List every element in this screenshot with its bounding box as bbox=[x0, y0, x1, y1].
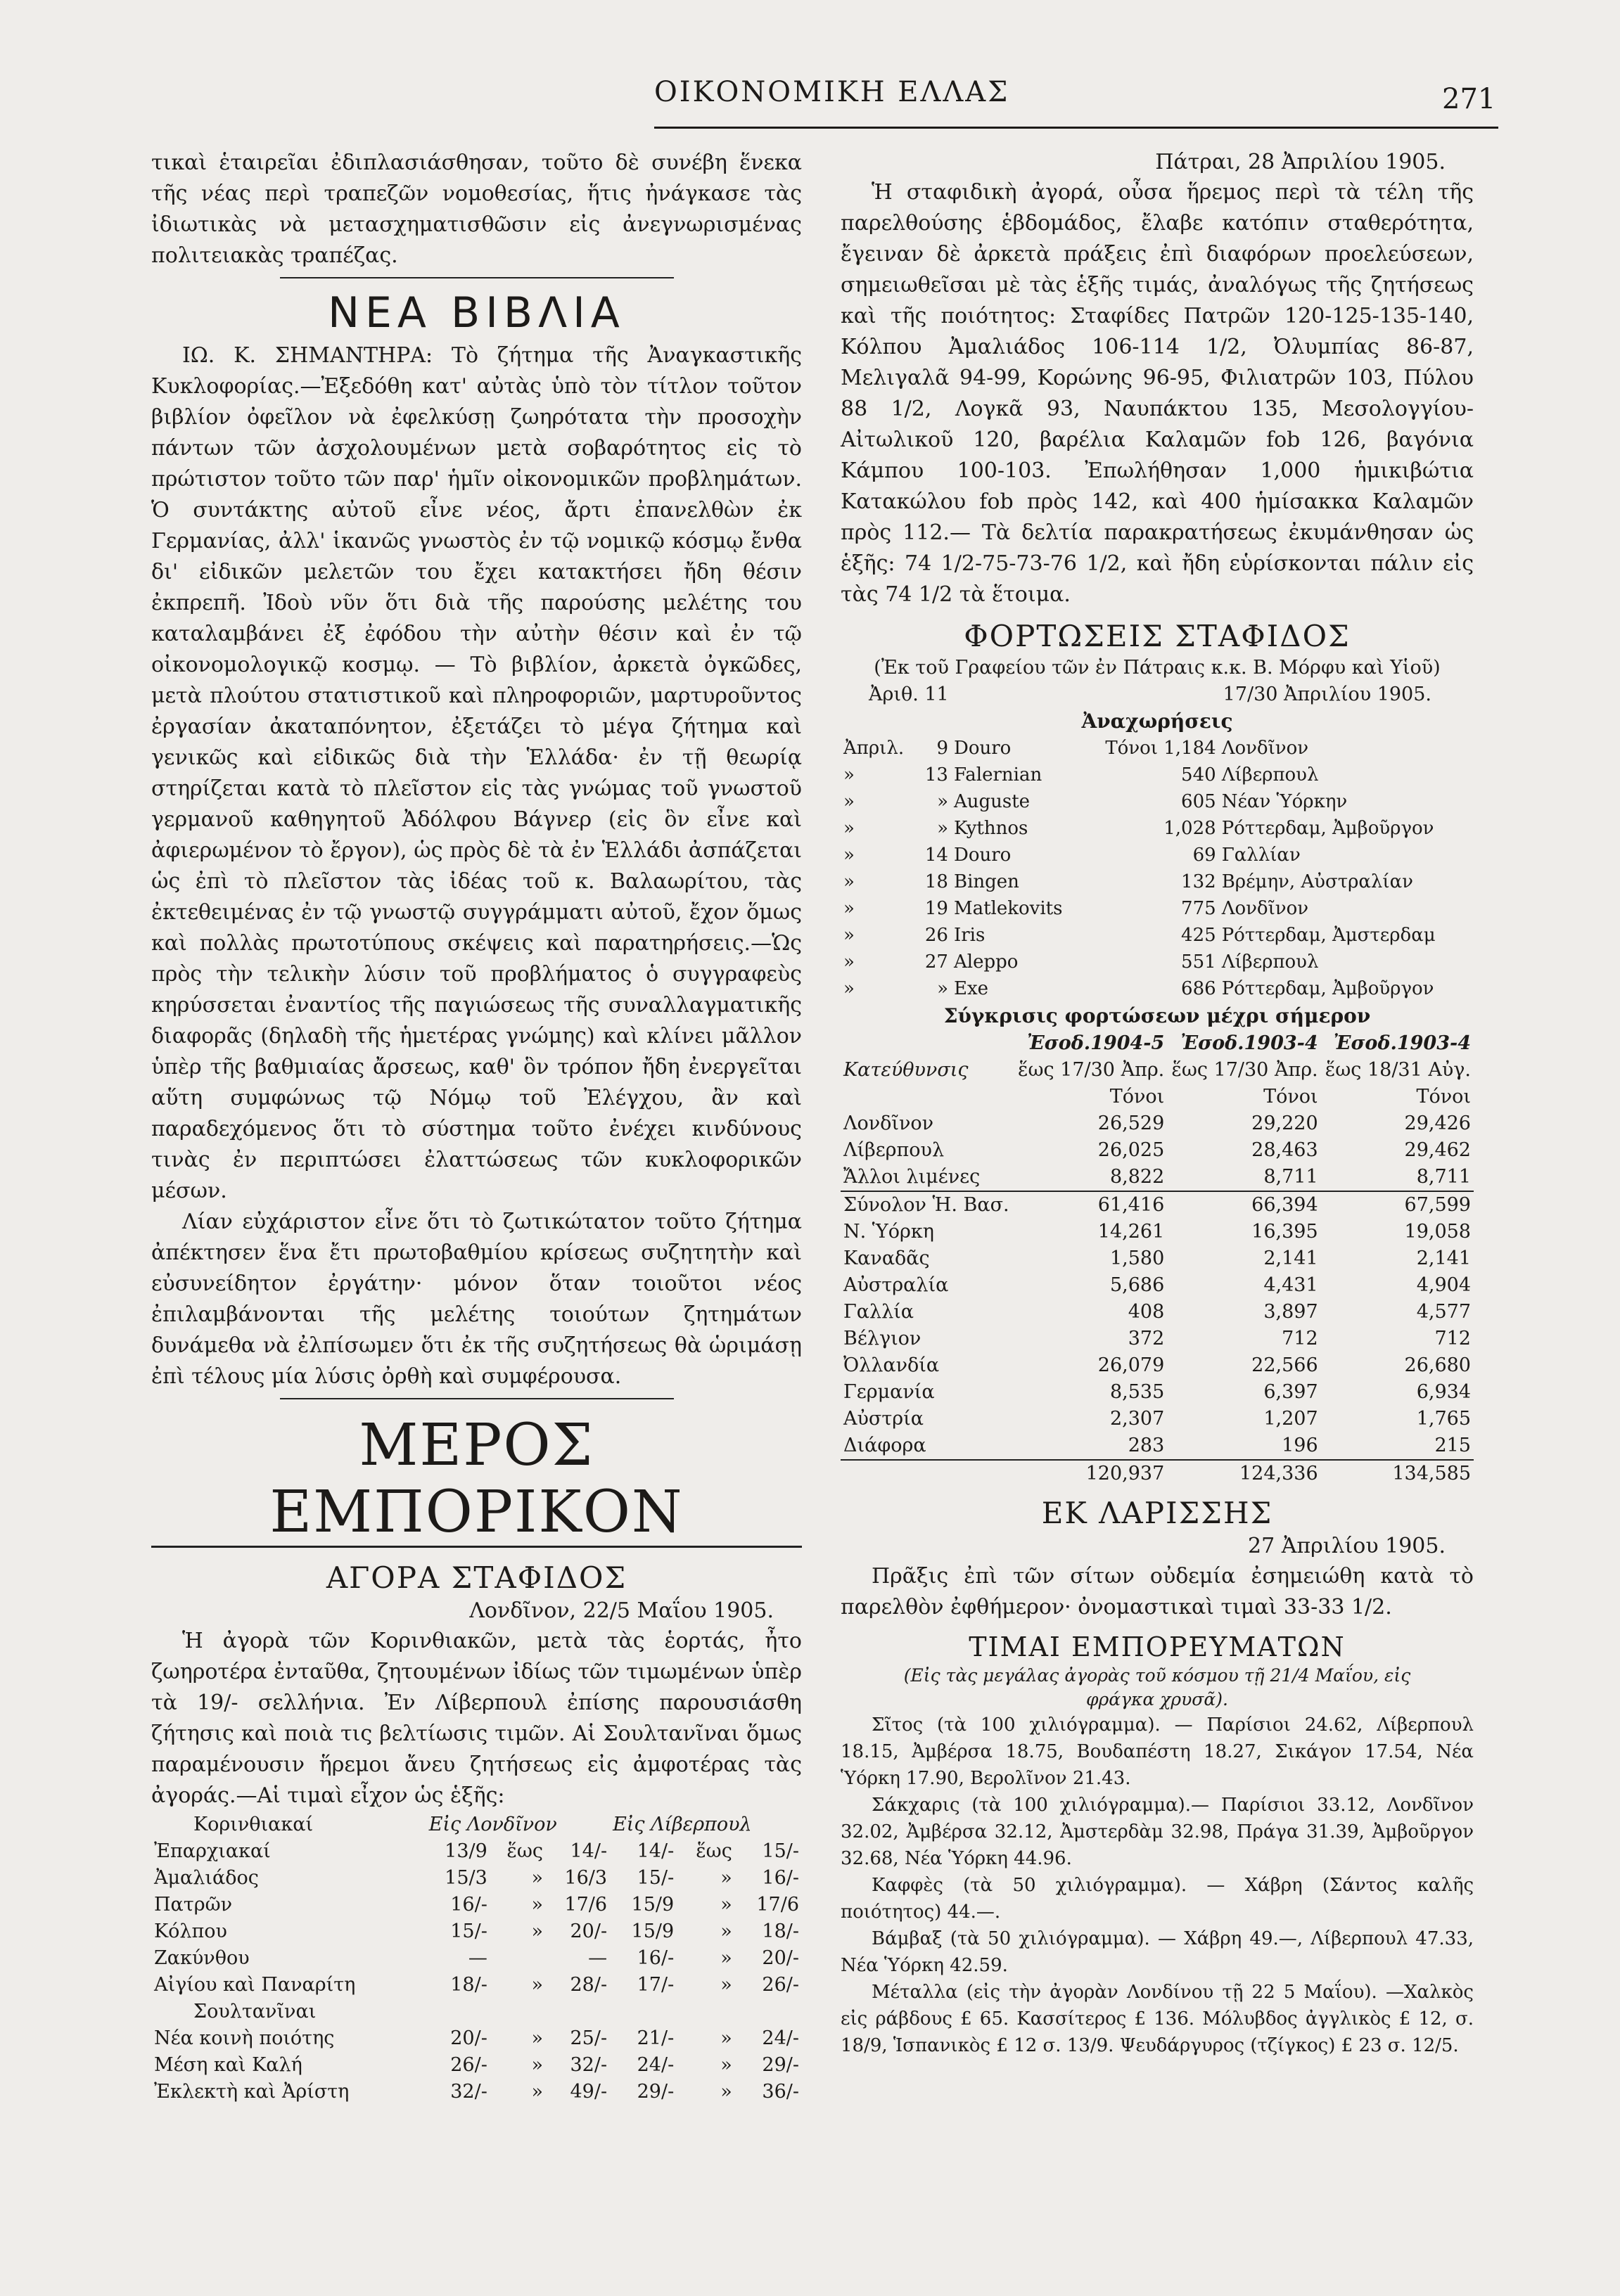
ship-destination: Λίβερπουλ bbox=[1221, 951, 1319, 973]
price-cell: 15/9 bbox=[631, 1920, 675, 1942]
market-paragraph: Ἡ ἀγορὰ τῶν Κορινθιακῶν, μετὰ τὰς ἑορτάς, ἦτο ζωηροτέρα ἐνταῦθα, ζητουμένων ἰδίως τῶν τιμωμένων ὑπὲρ τὰ 19/- σελλήνια. Ἐν Λίβερπουλ ἐπίσης παρουσιάσθη ζήτησις καὶ ποιὰ τις βελτίωσις τιμῶν. Αἱ Σουλτανῖναι ὅμως παραμένουσιν ἥρεμοι ἄνευ ζητήσεως εἰς ἀμφοτέρας τὰς ἀγοράς.—Αἱ τιμαὶ εἶχον ὡς ἑξῆς: bbox=[151, 1629, 802, 1808]
book-review-paragraph-2: Λίαν εὐχάριστον εἶνε ὅτι τὸ ζωτικώτατον τοῦτο ζήτημα ἀπέκτησεν ἕνα ἔτι πρωτοβαθμίου κρίσεως συζητητὴν καὶ εὐσυνείδητον ἐργάτην· μόνον ὅταν τοιοῦτοι νέος ἐπιλαμβάνονται τῆς μελέτης τοιούτων ζητημάτων δυνάμεθα νὰ ἐλπίσωμεν ὅτι ἐκ τῆς συζητήσεως θὰ ὡριμάσῃ ἐπὶ τέλους μία λύσις ὀρθὴ καὶ συμφέρουσα. bbox=[151, 1210, 802, 1389]
ship-destination: Γαλλίαν bbox=[1221, 845, 1301, 866]
tons-value: 712 bbox=[1282, 1328, 1318, 1349]
price-cell: 16/3 bbox=[564, 1867, 608, 1889]
price-cell: 32/- bbox=[450, 2081, 487, 2103]
ship-name: Falernian bbox=[953, 764, 1042, 785]
table-row bbox=[841, 1406, 1474, 1432]
larissa-title: ΕΚ ΛΑΡΙΣΣΗΣ bbox=[1041, 1496, 1273, 1530]
destination-label: Λονδῖνον bbox=[843, 1112, 934, 1134]
tons-value: 26,529 bbox=[1097, 1112, 1165, 1134]
ship-month: Ἀπριλ. bbox=[843, 738, 905, 759]
patras-dateline: Πάτραι, 28 Ἀπριλίου 1905. bbox=[1155, 150, 1446, 174]
price-cell: » bbox=[720, 1894, 732, 1916]
ship-tons: 1,028 bbox=[1163, 818, 1216, 839]
tons-value: 19,058 bbox=[1404, 1221, 1471, 1243]
books-title: ΝΕΑ ΒΙΒΛΙΑ bbox=[328, 288, 625, 338]
destination-label: Λίβερπουλ bbox=[843, 1139, 945, 1161]
ship-destination: Ρόττερδαμ, Ἀμβοῦργον bbox=[1221, 818, 1434, 839]
price-cell: 26/- bbox=[762, 1974, 799, 1996]
destination-label: Γαλλία bbox=[843, 1301, 914, 1323]
table-row bbox=[841, 815, 1474, 842]
ship-day: 27 bbox=[924, 951, 948, 973]
price-cell: 14/- bbox=[637, 1840, 675, 1862]
section-divider bbox=[280, 1398, 674, 1399]
tons-value: 408 bbox=[1128, 1301, 1165, 1323]
ship-destination: Ρόττερδαμ, Ἀμβοῦργον bbox=[1221, 978, 1434, 999]
table-row bbox=[151, 2025, 802, 2052]
tons-value: 2,307 bbox=[1109, 1408, 1165, 1430]
table-row bbox=[841, 868, 1474, 895]
ship-day: 19 bbox=[924, 898, 948, 919]
tons-value: 1,765 bbox=[1416, 1408, 1471, 1430]
table-row bbox=[841, 1379, 1474, 1406]
tons-value: 8,711 bbox=[1263, 1166, 1318, 1188]
tons-value: 372 bbox=[1128, 1328, 1165, 1349]
comparison-head: Σύγκρισις φορτώσεων μέχρι σήμερον bbox=[943, 1004, 1371, 1027]
price-cell: 15/9 bbox=[631, 1894, 675, 1916]
price-cell: » bbox=[531, 1894, 543, 1916]
ship-day: 13 bbox=[924, 764, 948, 785]
ship-destination: Λίβερπουλ bbox=[1221, 764, 1319, 785]
row-label: Κόλπου bbox=[154, 1920, 227, 1942]
price-cell: 20/- bbox=[450, 2027, 487, 2049]
goods-subtitle: (Εἰς τὰς μεγάλας ἀγορὰς τοῦ κόσμου τῇ 21/4 Μαΐου, εἰς φράγκα χρυσᾶ). bbox=[903, 1665, 1411, 1710]
ship-destination: Νέαν Ὑόρκην bbox=[1221, 791, 1348, 812]
ship-name: Iris bbox=[953, 925, 986, 946]
tons-value: 29,462 bbox=[1404, 1139, 1471, 1161]
price-cell: 18/- bbox=[450, 1974, 487, 1996]
destination-label: Βέλγιον bbox=[843, 1328, 921, 1349]
row-label: Ἐπαρχιακαί bbox=[154, 1840, 271, 1862]
destination-label: Καναδᾶς bbox=[843, 1248, 930, 1269]
running-title: ΟΙΚΟΝΟΜΙΚΗ ΕΛΛΑΣ bbox=[654, 76, 1010, 108]
tons-value: 4,431 bbox=[1263, 1274, 1318, 1296]
price-cell: 32/- bbox=[570, 2054, 608, 2076]
ship-name: Douro bbox=[953, 845, 1012, 866]
table-row bbox=[841, 1245, 1474, 1272]
ship-tons: 605 bbox=[1181, 791, 1216, 812]
table-row bbox=[841, 788, 1474, 815]
sultanas-head: Σουλτανῖναι bbox=[193, 2001, 317, 2022]
ship-month: » bbox=[843, 845, 855, 866]
ship-name: Auguste bbox=[953, 791, 1031, 812]
total-value: 134,585 bbox=[1321, 1460, 1474, 1487]
tons-value: 2,141 bbox=[1416, 1248, 1471, 1269]
ship-month: » bbox=[843, 791, 855, 812]
subtotal-label: Σύνολον Ἡ. Βασ. bbox=[841, 1191, 1014, 1219]
table-row bbox=[151, 1838, 802, 1865]
comparison-table bbox=[841, 1030, 1474, 1487]
tons-value: 14,261 bbox=[1097, 1221, 1165, 1243]
ship-day: » bbox=[937, 791, 948, 812]
table-row bbox=[841, 1137, 1474, 1164]
ship-day: 18 bbox=[924, 871, 948, 892]
price-cell: » bbox=[531, 2081, 543, 2103]
price-cell: » bbox=[720, 2027, 732, 2049]
row-label: Ἀμαλιάδος bbox=[154, 1867, 259, 1889]
ship-day: » bbox=[937, 978, 948, 999]
table-row bbox=[841, 1272, 1474, 1299]
tons-value: 6,397 bbox=[1263, 1381, 1318, 1403]
destination-label: Ν. Ὑόρκη bbox=[843, 1221, 934, 1243]
tons-value: 4,577 bbox=[1416, 1301, 1471, 1323]
goods-title: ΤΙΜΑΙ ΕΜΠΟΡΕΥΜΑΤΩΝ bbox=[969, 1631, 1346, 1662]
price-cell: 15/- bbox=[637, 1867, 675, 1889]
destination-label: Διάφορα bbox=[843, 1435, 926, 1456]
tons-value: 26,025 bbox=[1097, 1139, 1165, 1161]
price-cell: » bbox=[720, 1947, 732, 1969]
ship-tons: 425 bbox=[1181, 925, 1216, 946]
price-cell: 17/6 bbox=[564, 1894, 608, 1916]
tons-value: 196 bbox=[1282, 1435, 1318, 1456]
ship-destination: Λονδῖνον bbox=[1221, 738, 1309, 759]
ship-day: 14 bbox=[924, 845, 948, 866]
prices-head-liverpool: Εἰς Λίβερπουλ bbox=[613, 1814, 752, 1835]
tons-value: 1,580 bbox=[1109, 1248, 1165, 1269]
ship-name: Exe bbox=[953, 978, 989, 999]
price-cell: 29/- bbox=[762, 2054, 799, 2076]
table-row bbox=[151, 1865, 802, 1892]
tons-value: 4,904 bbox=[1416, 1274, 1471, 1296]
price-cell: 28/- bbox=[570, 1974, 608, 1996]
price-cell: ἕως bbox=[506, 1840, 543, 1862]
price-cell: » bbox=[720, 2054, 732, 2076]
intro-paragraph: τικαὶ ἑταιρεῖαι ἐδιπλασιάσθησαν, τοῦτο δὲ συνέβη ἕνεκα τῆς νέας περὶ τραπεζῶν νομοθεσίας, ἥτις ἠνάγκασε τὰς ἰδιωτικὰς νὰ μετασχηματισθῶσιν εἰς ἀνεγνωρισμένας πολιτειακὰς τραπέζας. bbox=[151, 150, 802, 268]
ship-destination: Ρόττερδαμ, Ἀμστερδαμ bbox=[1221, 925, 1436, 946]
subtotal-value: 61,416 bbox=[1014, 1191, 1167, 1219]
price-cell: 15/- bbox=[762, 1840, 799, 1862]
price-cell: — bbox=[468, 1947, 487, 1969]
ship-month: » bbox=[843, 818, 855, 839]
price-cell: » bbox=[720, 1920, 732, 1942]
table-row bbox=[151, 2079, 802, 2105]
comparison-sub-2: ἕως 17/30 Ἀπρ. bbox=[1171, 1059, 1318, 1081]
table-row bbox=[151, 1972, 802, 1999]
goods-price-entry: Καφφὲς (τὰ 50 χιλιόγραμμα). — Χάβρη (Σάντος καλῆς ποιότητος) 44.—. bbox=[841, 1875, 1474, 1923]
book-review-paragraph: ΙΩ. Κ. ΣΗΜΑΝΤΗΡΑ: Τὸ ζήτημα τῆς Ἀναγκαστικῆς Κυκλοφορίας.—Ἐξεδόθη κατ' αὐτὰς ὑπὸ τὸν τίτλον τοῦτον βιβλίον ὀφεῖλον νὰ ἐφελκύσῃ ζωηρότατα τὴν προσοχὴν πάντων τῶν ἀσχολουμένων μετὰ σοβαρότητος εἰς τὸ πρώτιστον τοῦτο τῶν παρ' ἡμῖν οἰκονομικῶν προβλημάτων. Ὁ συντάκτης αὐτοῦ εἶνε νέος, ἄρτι ἐπανελθὼν ἐκ Γερμανίας, ἀλλ' ἱκανῶς γνωστὸς ἐν τῷ νομικῷ κόσμῳ ἔνθα δι' εἰδικῶν μελετῶν του ἔχει κατακτήσει ἤδη θέσιν ἐκπρεπῆ. Ἰδοὺ νῦν ὅτι διὰ τῆς παρούσης μελέτης του καταλαμβάνει ἐξ ἐφόδου τὴν αὐτὴν θέσιν καὶ ἐν τῷ οἰκονομολογικῷ κοσμῳ. — Τὸ βιβλίον, ἀρκετὰ ὀγκῶδες, μετὰ πλούτου στατιστικοῦ καὶ πληροφοριῶν, μαρτυροῦντος ἐργασίαν ἀκαταπόνητον, ἐξετάζει τὸ μέγα ζήτημα καὶ γενικῶς καὶ εἰδικῶς διὰ τὴν Ἑλλάδα· ἐν τῇ θεωρίᾳ στηρίζεται κατὰ τὸ πλεῖστον εἰς τὰς γνώμας τοῦ γνωστοῦ γερμανοῦ καθηγητοῦ Ἀδόλφου Βάγνερ (εἰς ὃν εἶνε καὶ ἀφιερωμένον τὸ ἔργον), ὡς πρὸς δὲ τὰ ἐν Ἑλλάδι ἀσπάζεται ὡς ἐπὶ τὸ πλεῖστον τὰς ἰδέας τοῦ κ. Βαλαωρίτου, τὰς ἐκτεθειμένας ἐν τῷ γνωστῷ συγγράμματι αὐτοῦ, ἔχον ὅμως καὶ πολλὰς πρωτοτύπους σκέψεις καὶ παρατηρήσεις.—Ὡς πρὸς τὴν τελικὴν λύσιν τοῦ προβλήματος ὁ συγγραφεὺς κηρύσσεται ἐναντίος τῆς παγιώσεως τῆς συναλλαγματικῆς διαφορᾶς (δηλαδὴ τῆς ἡμετέρας γνώμης) καὶ κλίνει μᾶλλον ὑπὲρ τῆς βαθμιαίας ἄρσεως, καθ' ὃν τρόπον ἤδη ἐνεργεῖται αὕτη συμφώνως τῷ Νόμῳ τοῦ Ἐλέγχου, ἂν καὶ παραδεχόμενος ὅτι τὸ σύστημα τοῦτο ἐνέχει κινδύνους τινὰς ἐν περιπτώσει ἐλαττώσεως τῶν κυκλοφορικῶν μέσων. bbox=[151, 343, 802, 1203]
row-label: Ἐκλεκτὴ καὶ Ἀρίστη bbox=[154, 2081, 350, 2103]
tons-value: 26,079 bbox=[1097, 1354, 1165, 1376]
price-cell bbox=[490, 1945, 546, 1972]
price-cell: » bbox=[531, 2027, 543, 2049]
price-cell: » bbox=[531, 1974, 543, 1996]
header-rule bbox=[654, 127, 1498, 129]
ship-name: Kythnos bbox=[953, 818, 1028, 839]
market-dateline: Λονδῖνον, 22/5 Μαΐου 1905. bbox=[469, 1598, 774, 1623]
patras-paragraph: Ἡ σταφιδικὴ ἀγορά, οὖσα ἥρεμος περὶ τὰ τέλη τῆς παρελθούσης ἑβδομάδος, ἔλαβε κατόπιν σταθερότητα, ἔγειναν δὲ ἀρκετὰ πράξεις ἐπὶ διαφόρων προελεύσεων, σημειωθεῖσαι μὲ τὰς ἑξῆς τιμάς, ἀναλόγως τῆς ζητήσεως καὶ τῆς ποιότητος: Σταφίδες Πατρῶν 120-125-135-140, Κόλπου Ἀμαλιάδος 106-114 1/2, Ὀλυμπίας 86-87, Μελιγαλᾶ 94-99, Κορώνης 96-95, Φιλιατρῶν 103, Πύλου 88 1/2, Λογκᾶ 93, Ναυπάκτου 135, Μεσολογγίου-Αἰτωλικοῦ 120, βαρέλια Καλαμῶν fob 126, βαγόνια Κάμπου 100-103. Ἐπωλήθησαν 1,000 ἡμικιβώτια Κατακώλου fob πρὸς 142, καὶ 400 ἡμίσακκα Καλαμῶν πρὸς 112.— Τὰ δελτία παρακρατήσεως ἐκυμάνθησαν ὡς ἑξῆς: 74 1/2-75-73-76 1/2, καὶ ἤδη εὑρίσκονται πάλιν εἰς τὰς 74 1/2 τὰ ἕτοιμα. bbox=[841, 180, 1474, 607]
ship-tons: 686 bbox=[1181, 978, 1216, 999]
comparison-col-2: Ἐσοδ.1903-4 bbox=[1180, 1032, 1318, 1054]
price-cell: 17/6 bbox=[756, 1894, 799, 1916]
row-label: Αἰγίου καὶ Παναρίτη bbox=[154, 1974, 356, 1996]
tons-value: 8,535 bbox=[1109, 1381, 1165, 1403]
ship-tons: Τόνοι 1,184 bbox=[1105, 738, 1216, 759]
table-row bbox=[151, 2052, 802, 2079]
subtotal-value: 67,599 bbox=[1321, 1191, 1474, 1219]
ship-day: 26 bbox=[924, 925, 948, 946]
row-label: Μέση καὶ Καλή bbox=[154, 2054, 302, 2076]
tons-value: 2,141 bbox=[1263, 1248, 1318, 1269]
comparison-sub-3: ἕως 18/31 Αὐγ. bbox=[1325, 1059, 1471, 1081]
larissa-paragraph: Πρᾶξις ἐπὶ τῶν σίτων οὐδεμία ἐσημειώθη κατὰ τὸ παρελθὸν ἐφθήμερον· ὀνομαστικαὶ τιμαὶ 33-33 1/2. bbox=[841, 1564, 1474, 1620]
tons-value: 3,897 bbox=[1263, 1301, 1318, 1323]
price-cell: 16/- bbox=[637, 1947, 675, 1969]
tons-value: 28,463 bbox=[1251, 1139, 1318, 1161]
loadings-source: (Ἐκ τοῦ Γραφείου τῶν ἐν Πάτραις κ.κ. Β. Μόρφυ καὶ Υἱοῦ) bbox=[874, 657, 1441, 679]
prices-head-london: Εἰς Λονδῖνον bbox=[428, 1814, 557, 1835]
tons-value: 22,566 bbox=[1251, 1354, 1318, 1376]
tons-value: 6,934 bbox=[1416, 1381, 1471, 1403]
goods-price-entry: Σάκχαρις (τὰ 100 χιλιόγραμμα).— Παρίσιοι 33.12, Λονδῖνον 32.02, Ἀμβέρσα 32.12, Ἀμστερδὰμ 32.98, Πράγα 31.39, Ἀμβοῦργον 32.68, Νέα Ὑόρκη 44.96. bbox=[841, 1795, 1474, 1869]
currant-prices-table bbox=[151, 1811, 802, 2105]
price-cell: 13/9 bbox=[445, 1840, 487, 1862]
table-row bbox=[841, 1164, 1474, 1191]
goods-price-entry: Βάμβαξ (τὰ 50 χιλιόγραμμα). — Χάβρη 49.—, Λίβερπουλ 47.33, Νέα Ὑόρκη 42.59. bbox=[841, 1928, 1474, 1976]
subtotal-value: 66,394 bbox=[1167, 1191, 1320, 1219]
price-cell: 16/- bbox=[762, 1867, 799, 1889]
comparison-sub-direction: Κατεύθυνσις bbox=[843, 1059, 969, 1081]
ship-month: » bbox=[843, 978, 855, 999]
ship-destination: Βρέμην, Αὐστραλίαν bbox=[1221, 871, 1413, 892]
price-cell: » bbox=[720, 1974, 732, 1996]
table-row bbox=[841, 1299, 1474, 1326]
ship-tons: 540 bbox=[1181, 764, 1216, 785]
departures-table bbox=[841, 735, 1474, 1002]
ship-tons: 551 bbox=[1181, 951, 1216, 973]
comparison-sub-1: ἕως 17/30 Ἀπρ. bbox=[1017, 1059, 1165, 1081]
ship-day: » bbox=[937, 818, 948, 839]
price-cell: 15/3 bbox=[445, 1867, 487, 1889]
left-column bbox=[151, 148, 802, 2105]
row-label: Πατρῶν bbox=[154, 1894, 233, 1916]
table-row bbox=[841, 1110, 1474, 1137]
comparison-col-1: Ἐσοδ.1904-5 bbox=[1027, 1032, 1165, 1054]
tons-value: 1,207 bbox=[1263, 1408, 1318, 1430]
goods-price-entry: Μέταλλα (εἰς τὴν ἀγορὰν Λονδίνου τῇ 22 5 Μαΐου). —Χαλκὸς εἰς ράβδους £ 65. Κασσίτερος £ 136. Μόλυβδος ἀγγλικὸς £ 12, σ. 18/9, Ἱσπανικὸς £ 12 σ. 13/9. Ψευδάργυρος (τζίγκος) £ 23 σ. 12/5. bbox=[841, 1982, 1474, 2056]
table-row bbox=[841, 762, 1474, 788]
section-divider bbox=[280, 277, 674, 278]
tons-value: 29,426 bbox=[1404, 1112, 1471, 1134]
price-cell: 18/- bbox=[762, 1920, 799, 1942]
destination-label: Αὐστραλία bbox=[843, 1274, 949, 1296]
price-cell: 20/- bbox=[570, 1920, 608, 1942]
ship-tons: 69 bbox=[1192, 845, 1216, 866]
price-cell: » bbox=[720, 2081, 732, 2103]
loadings-number: Ἀριθ. 11 bbox=[869, 684, 949, 705]
total-label bbox=[841, 1460, 1014, 1487]
table-row bbox=[841, 1219, 1474, 1245]
tons-value: 16,395 bbox=[1251, 1221, 1318, 1243]
total-value: 124,336 bbox=[1167, 1460, 1320, 1487]
table-row bbox=[841, 975, 1474, 1002]
ship-month: » bbox=[843, 925, 855, 946]
price-cell: 21/- bbox=[637, 2027, 675, 2049]
price-cell: 16/- bbox=[450, 1894, 487, 1916]
table-row bbox=[151, 1892, 802, 1918]
table-row bbox=[151, 1918, 802, 1945]
comparison-unit: Τόνοι bbox=[1416, 1086, 1471, 1108]
price-cell: 36/- bbox=[762, 2081, 799, 2103]
destination-label: Αὐστρία bbox=[843, 1408, 924, 1430]
table-row bbox=[841, 1326, 1474, 1352]
price-cell: 26/- bbox=[450, 2054, 487, 2076]
tons-value: 712 bbox=[1434, 1328, 1471, 1349]
tons-value: 29,220 bbox=[1251, 1112, 1318, 1134]
table-row bbox=[841, 842, 1474, 868]
ship-name: Aleppo bbox=[953, 951, 1019, 973]
price-cell: 24/- bbox=[762, 2027, 799, 2049]
comparison-unit: Τόνοι bbox=[1263, 1086, 1318, 1108]
price-cell: 14/- bbox=[570, 1840, 608, 1862]
ship-name: Matlekovits bbox=[953, 898, 1063, 919]
ship-tons: 775 bbox=[1181, 898, 1216, 919]
row-label: Νέα κοινὴ ποιότης bbox=[154, 2027, 335, 2049]
prices-head-type: Κορινθιακαί bbox=[193, 1814, 314, 1835]
loadings-title: ΦΟΡΤΩΣΕΙΣ ΣΤΑΦΙΔΟΣ bbox=[964, 619, 1351, 653]
table-row bbox=[841, 949, 1474, 975]
tons-value: 8,711 bbox=[1416, 1166, 1471, 1188]
price-cell: 24/- bbox=[637, 2054, 675, 2076]
tons-value: 5,686 bbox=[1109, 1274, 1165, 1296]
destination-label: Ὀλλανδία bbox=[843, 1354, 940, 1376]
ship-month: » bbox=[843, 871, 855, 892]
larissa-dateline: 27 Ἀπριλίου 1905. bbox=[1248, 1534, 1446, 1558]
destination-label: Γερμανία bbox=[843, 1381, 935, 1403]
table-row bbox=[841, 922, 1474, 949]
departures-head: Ἀναχωρήσεις bbox=[1081, 710, 1233, 733]
price-cell: » bbox=[531, 1867, 543, 1889]
price-cell: 20/- bbox=[762, 1947, 799, 1969]
price-cell: » bbox=[531, 1920, 543, 1942]
ship-month: » bbox=[843, 898, 855, 919]
table-row bbox=[841, 1352, 1474, 1379]
ship-name: Bingen bbox=[953, 871, 1019, 892]
ship-destination: Λονδῖνον bbox=[1221, 898, 1309, 919]
right-column bbox=[841, 148, 1474, 2059]
price-cell: ἕως bbox=[696, 1840, 732, 1862]
ship-name: Douro bbox=[953, 738, 1012, 759]
table-row bbox=[841, 1432, 1474, 1460]
ship-day: 9 bbox=[936, 738, 948, 759]
goods-price-entry: Σῖτος (τὰ 100 χιλιόγραμμα). — Παρίσιοι 24.62, Λίβερπουλ 18.15, Ἀμβέρσα 18.75, Βουδαπέστη 18.27, Σικάγον 17.54, Νέα Ὑόρκη 17.90, Βερολῖνον 21.43. bbox=[841, 1714, 1474, 1789]
ship-tons: 132 bbox=[1181, 871, 1216, 892]
comparison-col-3: Ἐσοδ.1903-4 bbox=[1333, 1032, 1471, 1054]
ship-month: » bbox=[843, 951, 855, 973]
table-row bbox=[841, 735, 1474, 762]
goods-list bbox=[841, 1712, 1474, 2059]
table-row bbox=[841, 895, 1474, 922]
price-cell: 15/- bbox=[450, 1920, 487, 1942]
price-cell: — bbox=[588, 1947, 608, 1969]
price-cell: 17/- bbox=[637, 1974, 675, 1996]
market-title: ΑΓΟΡΑ ΣΤΑΦΙΔΟΣ bbox=[326, 1560, 627, 1595]
ship-month: » bbox=[843, 764, 855, 785]
tons-value: 215 bbox=[1434, 1435, 1471, 1456]
price-cell: 25/- bbox=[570, 2027, 608, 2049]
comparison-unit: Τόνοι bbox=[1109, 1086, 1165, 1108]
commerce-title: ΜΕΡΟΣ ΕΜΠΟΡΙΚΟΝ bbox=[151, 1412, 802, 1548]
row-label: Ζακύνθου bbox=[154, 1947, 250, 1969]
price-cell: 29/- bbox=[637, 2081, 675, 2103]
total-value: 120,937 bbox=[1014, 1460, 1167, 1487]
loadings-date: 17/30 Ἀπριλίου 1905. bbox=[1223, 684, 1431, 705]
page-number: 271 bbox=[1442, 83, 1496, 115]
tons-value: 26,680 bbox=[1404, 1354, 1471, 1376]
tons-value: 8,822 bbox=[1109, 1166, 1165, 1188]
destination-label: Ἄλλοι λιμένες bbox=[843, 1166, 981, 1188]
price-cell: » bbox=[531, 2054, 543, 2076]
tons-value: 283 bbox=[1128, 1435, 1165, 1456]
price-cell: 49/- bbox=[570, 2081, 608, 2103]
price-cell: » bbox=[720, 1867, 732, 1889]
table-row bbox=[151, 1945, 802, 1972]
